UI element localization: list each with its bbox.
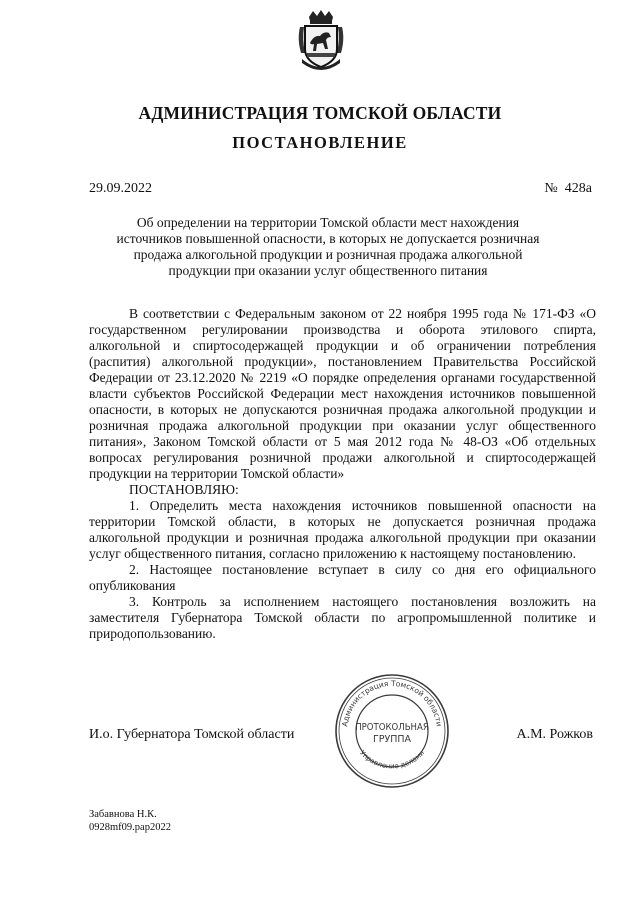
document-subject: Об определении на территории Томской области мест нахождения источников повышенной опасности, в которых не допускается розничная продажа алкогольной продукции и розничная продажа алкогольной продукции при оказании услуг общественного питания bbox=[116, 215, 540, 278]
decree-item-1: 1. Определить места нахождения источников повышенной опасности на территории Томской области, в которых не допускается розничная продажа алкогольной продукции и розничная продажа алкогольной продукции при оказании услуг общественного питания, согласно приложению к настоящему постановлению. bbox=[89, 498, 596, 561]
executor-name: Забавнова Н.К. bbox=[89, 809, 157, 820]
stamp-ring-text: Администрация Томской области bbox=[340, 678, 444, 728]
tomsk-region-coat-of-arms-icon bbox=[296, 9, 346, 72]
official-stamp bbox=[333, 672, 451, 790]
document-date: 29.09.2022 bbox=[89, 181, 152, 196]
stamp-line-1: ПРОТОКОЛЬНАЯ bbox=[355, 722, 429, 733]
decree-item-2: 2. Настоящее постановление вступает в силу со дня его официального опубликования bbox=[89, 562, 596, 593]
stamp-bottom-text: Управление делами bbox=[357, 749, 427, 771]
signer-name: А.М. Рожков bbox=[516, 727, 593, 742]
file-code: 0928mf09.pap2022 bbox=[89, 822, 171, 833]
decree-word: ПОСТАНОВЛЯЮ: bbox=[129, 482, 239, 497]
preamble-paragraph: В соответствии с Федеральным законом от 22 ноября 1995 года № 171-ФЗ «О государственном регулировании производства и оборота этилового спирта, алкогольной и спиртосодержащей продукции и об ограничении потребления (распития) алкогольной продукции», постановлением Правительства Российской Федерации от 23.12.2020 № 2219 «О порядке определения органами государственной власти субъектов Российской Федерации мест нахождения источников повышенной опасности, в которых не допускаются розничная продажа алкогольной продукции и розничная продажа алкогольной продукции при оказании услуг общественного питания», Законом Томской области от 5 мая 2012 года № 48-ОЗ «Об отдельных вопросах регулирования розничной продажи алкогольной и спиртосодержащей продукции на территории Томской области» bbox=[89, 306, 596, 481]
document-number: № 428а bbox=[544, 181, 592, 196]
document-footer bbox=[89, 808, 171, 834]
stamp-line-2: ГРУППА bbox=[372, 734, 412, 745]
signer-position: И.о. Губернатора Томской области bbox=[89, 727, 295, 742]
organization-title: АДМИНИСТРАЦИЯ ТОМСКОЙ ОБЛАСТИ bbox=[138, 103, 502, 123]
document-type-heading: ПОСТАНОВЛЕНИЕ bbox=[232, 133, 408, 152]
decree-item-3: 3. Контроль за исполнением настоящего постановления возложить на заместителя Губернатора Томской области по агропромышленной политике и природопользованию. bbox=[89, 594, 596, 641]
document-body bbox=[89, 306, 596, 642]
